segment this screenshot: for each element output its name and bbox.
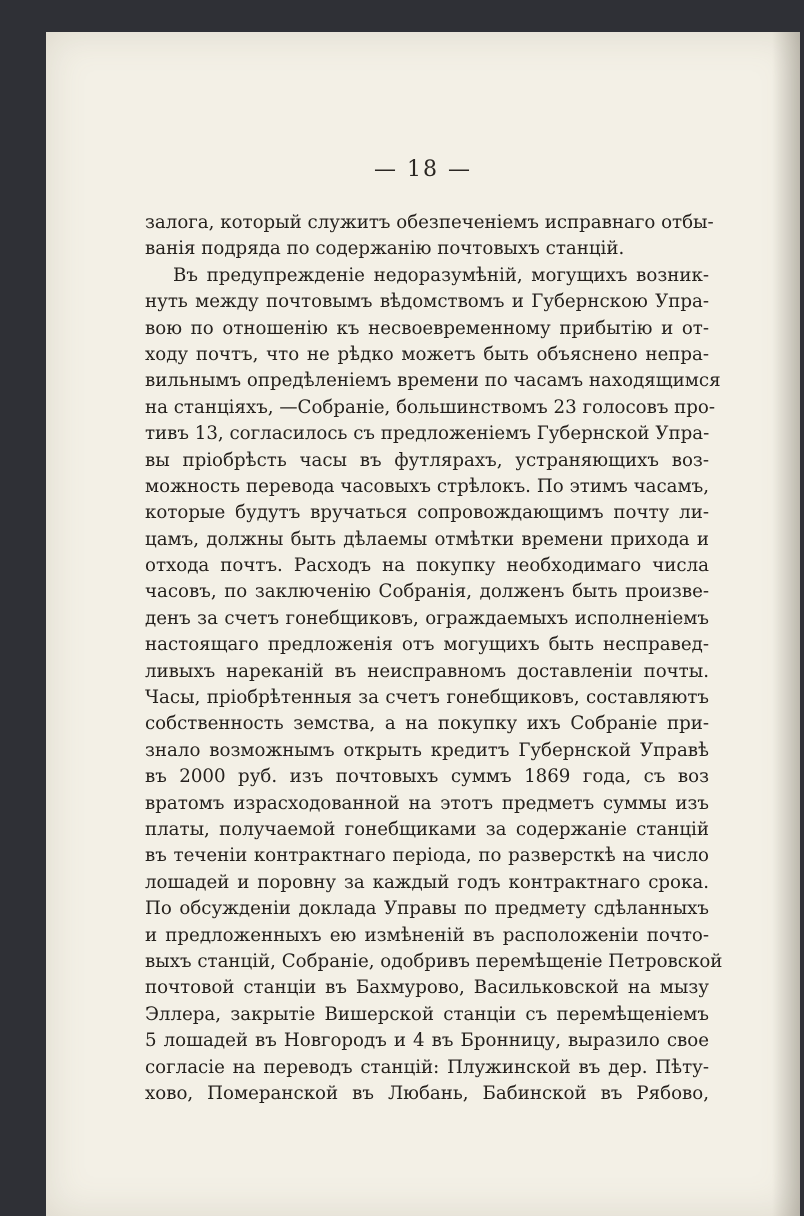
text-line: Эллера, закрытіе Вишерской станціи съ перемѣщеніемъ xyxy=(145,1003,709,1025)
text-line: ванія подряда по содержанію почтовыхъ станцій. xyxy=(145,238,625,260)
text-line: цамъ, должны быть дѣлаемы отмѣтки времени прихода и xyxy=(145,528,709,550)
text-line: тивъ 13, согласилось съ предложеніемъ Губернской Упра- xyxy=(145,423,710,445)
text-line: въ 2000 руб. изъ почтовыхъ суммъ 1869 года, съ воз xyxy=(145,766,709,788)
text-line: согласіе на переводъ станцій: Плужинской въ дер. Пѣту- xyxy=(145,1056,709,1078)
text-line: на станціяхъ, —Собраніе, большинствомъ 23 голосовъ про- xyxy=(145,396,716,418)
text-line: денъ за счетъ гонебщиковъ, ограждаемыхъ исполненіемъ xyxy=(145,607,709,629)
text-line: ливыхъ нареканій въ неисправномъ доставленіи почты. xyxy=(145,660,709,682)
text-line: залога, который служитъ обезпеченіемъ исправнаго отбы- xyxy=(145,212,714,233)
text-line: хово, Померанской въ Любань, Бабинской въ Рябово, xyxy=(145,1082,709,1104)
text-line: вратомъ израсходованной на этотъ предметъ суммы изъ xyxy=(145,792,709,814)
text-line: вою по отношенію къ несвоевременному прибытію и от- xyxy=(145,317,709,339)
text-line: знало возможнымъ открыть кредитъ Губернской Управѣ xyxy=(145,739,709,761)
text-line: вы пріобрѣсть часы въ футлярахъ, устраняющихъ воз- xyxy=(145,449,709,471)
text-line: которые будутъ вручаться сопровождающимъ почту ли- xyxy=(145,502,709,524)
text-line: лошадей и поровну за каждый годъ контрактнаго срока. xyxy=(145,871,709,893)
text-line: 5 лошадей въ Новгородъ и 4 въ Бронницу, выразило свое xyxy=(145,1030,709,1052)
text-line: въ теченіи контрактнаго періода, по разверсткѣ на число xyxy=(145,845,709,867)
text-line: настоящаго предложенія отъ могущихъ быть несправед- xyxy=(145,634,709,656)
text-line: Въ предупрежденіе недоразумѣній, могущихъ возник- xyxy=(173,264,709,286)
text-line: Часы, пріобрѣтенныя за счетъ гонебщиковъ, составляютъ xyxy=(145,687,709,709)
text-line: почтовой станціи въ Бахмурово, Васильковской на мызу xyxy=(145,977,709,999)
page-number: — 18 — xyxy=(374,157,472,182)
text-line: ходу почтъ, что не рѣдко можетъ быть объяснено непра- xyxy=(145,343,709,365)
text-line: вильнымъ опредѣленіемъ времени по часамъ находящимся xyxy=(145,370,721,392)
text-line: собственность земства, а на покупку ихъ Собраніе при- xyxy=(145,713,709,735)
book-page xyxy=(46,32,800,1216)
text-line: часовъ, по заключенію Собранія, долженъ быть произве- xyxy=(145,581,709,603)
text-line: По обсужденіи доклада Управы по предмету сдѣланныхъ xyxy=(145,898,709,920)
body-text xyxy=(145,210,723,1107)
text-line: выхъ станцій, Собраніе, одобривъ перемѣщеніе Петровской xyxy=(145,950,723,972)
text-line: можность перевода часовыхъ стрѣлокъ. По этимъ часамъ, xyxy=(145,475,709,497)
page-edge-shadow xyxy=(772,32,800,1216)
text-line: нуть между почтовымъ вѣдомствомъ и Губернскою Упра- xyxy=(145,291,709,313)
text-line: платы, получаемой гонебщиками за содержаніе станцій xyxy=(145,818,709,840)
text-line: отхода почтъ. Расходъ на покупку необходимаго числа xyxy=(145,555,709,577)
text-line: и предложенныхъ ею измѣненій въ расположеніи почто- xyxy=(145,924,709,946)
